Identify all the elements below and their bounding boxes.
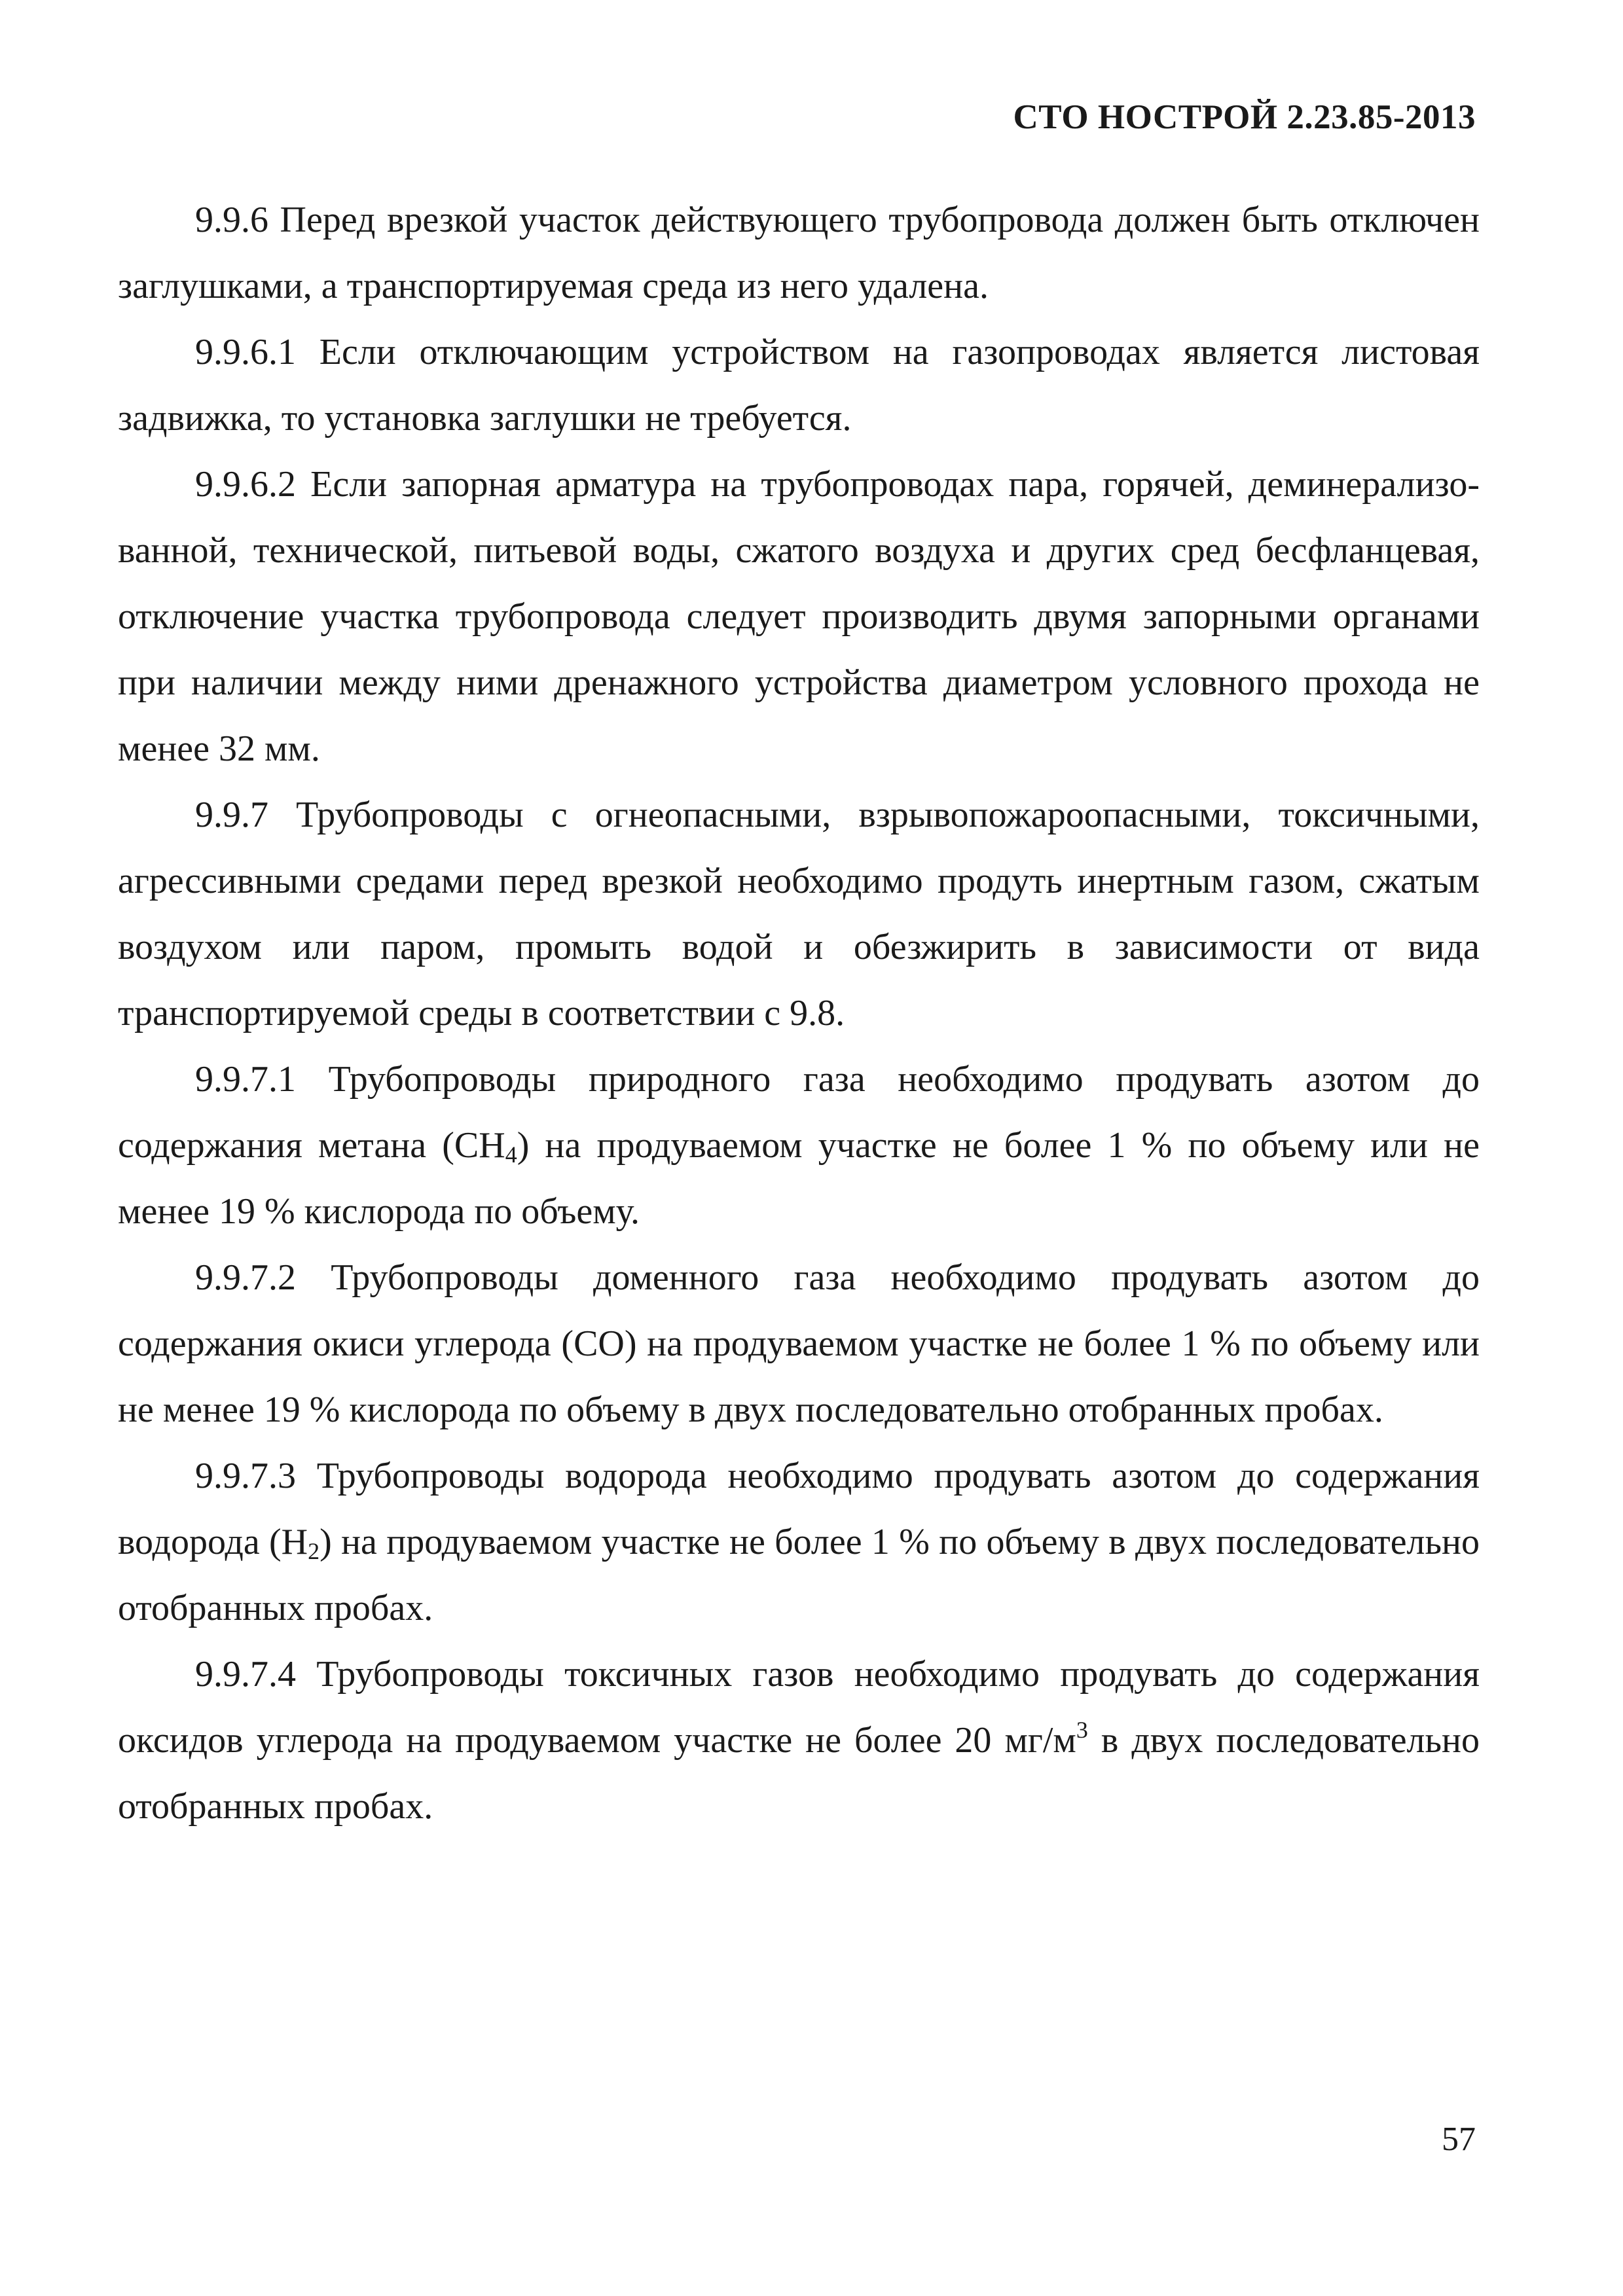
subscript-hydrogen: 2 [308, 1538, 320, 1564]
paragraph-text-part: в двух последовательно отобранных пробах. [118, 1720, 1480, 1827]
paragraph-9-9-7-2: 9.9.7.2 Трубопроводы доменного газа необходимо продувать азотом до содержания окиси углерода (СО) на продуваемом участке не более 1 % по объему или не менее 19 % кислорода по объему в двух последовательно отобранных пробах. [118, 1257, 1480, 1430]
subscript-methane: 4 [505, 1141, 517, 1168]
paragraph-9-9-6-1: 9.9.6.1 Если отключающим устройством на газопроводах является листовая задвижка, то установка заглушки не требуется. [118, 332, 1480, 439]
paragraph-9-9-6: 9.9.6 Перед врезкой участок действующего трубопровода должен быть отключен заглушками, а транспортируемая среда из него удалена. [118, 200, 1480, 306]
superscript-cubic: 3 [1076, 1717, 1088, 1743]
paragraph-text-part: ) на продуваемом участке не более 1 % по объему или не менее 19 % кислорода по объему. [118, 1125, 1480, 1232]
paragraph-text-part: 9.9.7.1 Трубопроводы природного газа необходимо продувать азотом до содержания метана (СН [118, 1059, 1480, 1166]
document-code-header: СТО НОСТРОЙ 2.23.85-2013 [1013, 98, 1476, 136]
paragraph-text-part: ) на продуваемом участке не более 1 % по объему в двух последовательно отобранных пробах. [118, 1522, 1480, 1628]
paragraph-9-9-7-4 [118, 1641, 1480, 1840]
page-number: 57 [1442, 2121, 1476, 2158]
paragraph-9-9-7-3 [118, 1443, 1480, 1641]
paragraph-text-part: 9.9.7.3 Трубопроводы водорода необходимо продувать азотом до содержания водорода (Н [118, 1456, 1480, 1562]
paragraph-text-part: 9.9.7.4 Трубопроводы токсичных газов необходимо продувать до содержания оксидов углерода на продуваемом участке не более 20 мг/м [118, 1654, 1480, 1761]
paragraph-9-9-7-1 [118, 1047, 1480, 1245]
document-body [118, 187, 1480, 1840]
paragraph-9-9-7: 9.9.7 Трубопроводы с огнеопасными, взрывопожароопасными, токсичными, агрессивными средами перед врезкой необходимо продуть инертным газом, сжатым воздухом или паром, промыть водой и обезжирить в зависимости от вида транспортируемой среды в соответствии с 9.8. [118, 795, 1480, 1033]
paragraph-9-9-6-2: 9.9.6.2 Если запорная арматура на трубопроводах пара, горячей, деминерализованной, технической, питьевой воды, сжатого воздуха и других сред бесфланцевая, отключение участка трубопровода следует производить двумя запорными органами при наличии между ними дренажного устройства диаметром условного прохода не менее 32 мм. [118, 464, 1480, 769]
